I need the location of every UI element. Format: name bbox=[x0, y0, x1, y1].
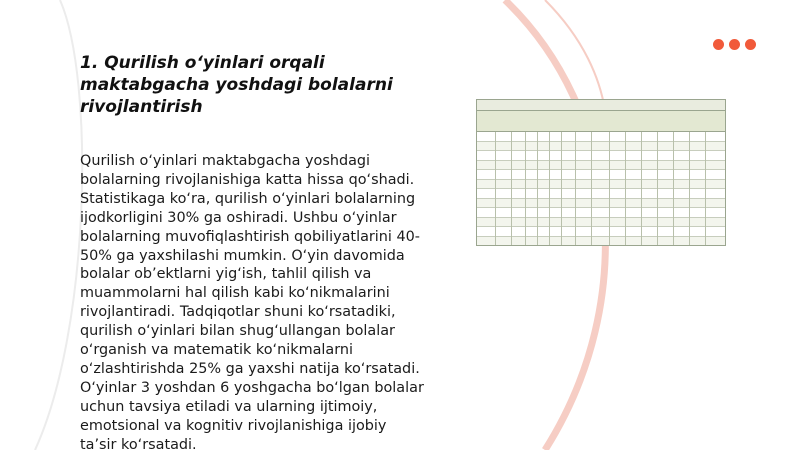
table-image-caption bbox=[477, 100, 725, 111]
data-table-image bbox=[476, 99, 726, 246]
slide-dots-ornament bbox=[713, 39, 756, 50]
table-image-rows bbox=[477, 132, 725, 246]
dot-3 bbox=[745, 39, 756, 50]
dot-1 bbox=[713, 39, 724, 50]
arc-thin bbox=[545, 0, 605, 110]
slide-body-text: Qurilish o‘yinlari maktabgacha yoshdagi bolalarning rivojlanishiga katta hissa qo‘shadi. Statistikaga ko‘ra, qurilish o‘yinlari bolalarning ijodkorligini 30% ga oshiradi. Ushbu o‘yinlar bolalarning muvofiqlashtirish qobiliyatlarini 40-50% ga yaxshilashi mumkin. O‘yin davomida bolalar ob’ektlarni yig‘ish, tahlil qilish va muammolarni hal qilish kabi ko‘nikmalarini rivojlantiradi. Tadqiqotlar shuni ko‘rsatadiki, qurilish o‘yinlari bilan shug‘ullangan bolalar o‘rganish va matematik ko‘nikmalarni o‘zlashtirishda 25% ga yaxshi natija ko‘rsatadi. O‘yinlar 3 yoshdan 6 yoshgacha bo‘lgan bolalar uchun tavsiya etiladi va ularning ijtimoiy, emotsional va kognitiv rivojlanishiga ijobiy ta’sir ko‘rsatadi. bbox=[80, 153, 424, 453]
table-image-header bbox=[477, 111, 725, 132]
slide-title: 1. Qurilish o‘yinlari orqali maktabgacha yoshdagi bolalarni rivojlantirish bbox=[80, 53, 393, 117]
dot-2 bbox=[729, 39, 740, 50]
arc-left bbox=[35, 0, 82, 450]
